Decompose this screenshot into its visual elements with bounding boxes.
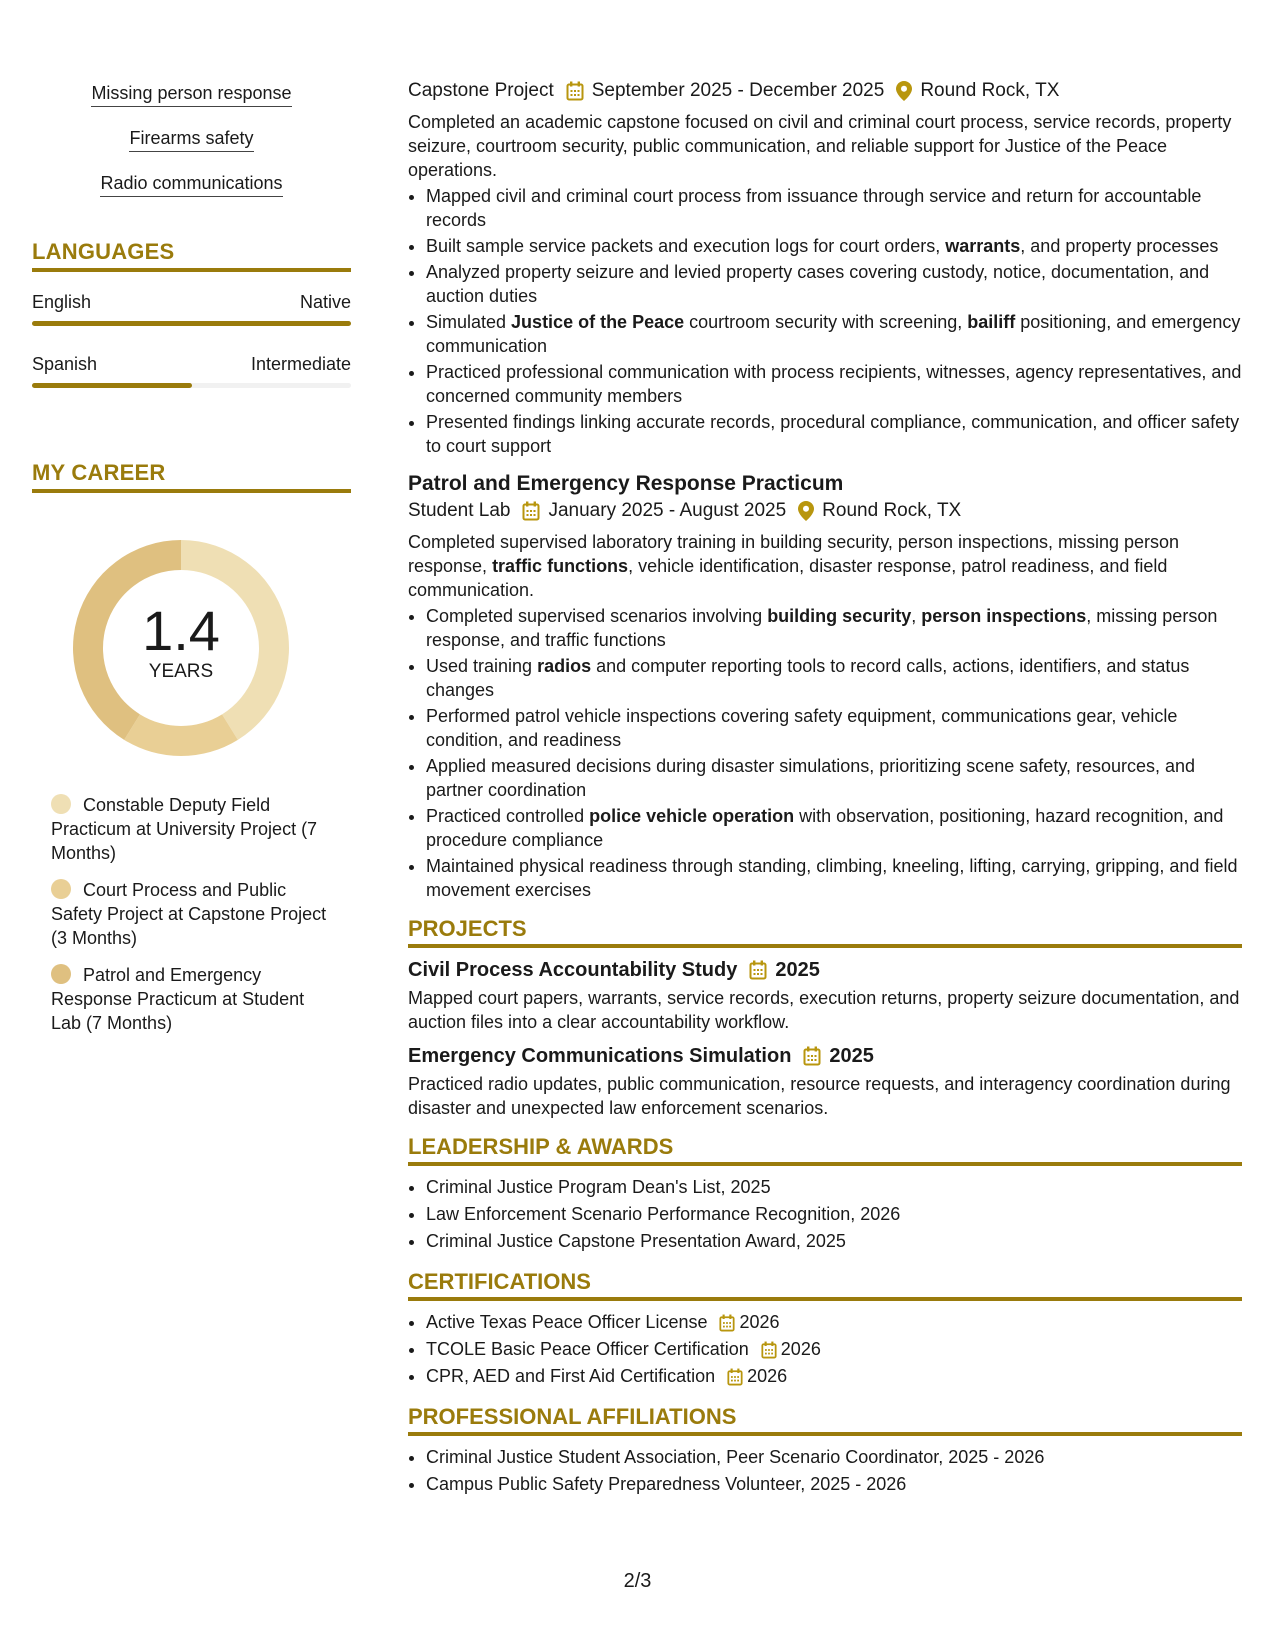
certification-year: 2026 bbox=[747, 1366, 788, 1386]
language-bar-fill bbox=[32, 321, 351, 326]
projects-heading: PROJECTS bbox=[408, 916, 1242, 948]
bullet-item: • Performed patrol vehicle inspections covering safety equipment, communications gear, vehicle condition, and readiness bbox=[426, 704, 1242, 752]
experience-meta bbox=[408, 78, 1242, 104]
experience-dates: September 2025 - December 2025 bbox=[591, 80, 885, 101]
experience-bullets bbox=[408, 604, 1242, 902]
legend-label: Court Process and Public Safety Project at Capstone Project (3 Months) bbox=[51, 880, 327, 948]
bullet-item: • Analyzed property seizure and levied property cases covering custody, notice, documentation, and auction duties bbox=[426, 260, 1242, 308]
award-item: • Criminal Justice Program Dean's List, 2025 bbox=[426, 1174, 1242, 1201]
bullet-item: • Maintained physical readiness through standing, climbing, kneeling, lifting, carrying, gripping, and field movement exercises bbox=[426, 854, 1242, 902]
career-donut bbox=[66, 533, 296, 763]
experience-title: Patrol and Emergency Response Practicum bbox=[408, 472, 844, 495]
experience-bullets bbox=[408, 184, 1242, 458]
skill-tag: Missing person response bbox=[91, 82, 291, 107]
skills-list bbox=[32, 82, 351, 197]
language-level: Native bbox=[299, 292, 351, 312]
skill-item bbox=[32, 127, 351, 152]
certification-name: • TCOLE Basic Peace Officer Certification bbox=[426, 1339, 749, 1359]
career-unit: YEARS bbox=[148, 661, 214, 682]
calendar-icon bbox=[803, 1046, 821, 1066]
awards-list bbox=[408, 1174, 1242, 1255]
career-heading: MY CAREER bbox=[32, 460, 351, 493]
experience-meta bbox=[408, 498, 1242, 524]
experience-patrol bbox=[408, 470, 1242, 902]
bullet-item: • Mapped civil and criminal court process from issuance through service and return for accountable records bbox=[426, 184, 1242, 232]
main-content bbox=[408, 78, 1242, 1498]
certification-name: • Active Texas Peace Officer License bbox=[426, 1312, 708, 1332]
bullet-item: • Simulated Justice of the Peace courtroom security with screening, bailiff positioning, and emergency communication bbox=[426, 310, 1242, 358]
calendar-icon bbox=[727, 1368, 743, 1386]
skill-tag: Radio communications bbox=[100, 172, 282, 197]
affiliations-heading: PROFESSIONAL AFFILIATIONS bbox=[408, 1404, 1242, 1436]
certification-item bbox=[426, 1336, 1242, 1363]
certification-item bbox=[426, 1309, 1242, 1336]
certification-year: 2026 bbox=[739, 1312, 780, 1332]
language-english bbox=[32, 292, 351, 326]
skill-item bbox=[32, 82, 351, 107]
language-name: Spanish bbox=[32, 354, 98, 374]
bullet-item: • Practiced professional communication with process recipients, witnesses, agency representatives, and concerned community members bbox=[426, 360, 1242, 408]
page-number: 2/3 bbox=[623, 1570, 652, 1592]
bullet-item: • Applied measured decisions during disaster simulations, prioritizing scene safety, resources, and partner coordination bbox=[426, 754, 1242, 802]
location-pin-icon bbox=[896, 81, 912, 101]
legend-dot bbox=[51, 879, 71, 899]
legend-dot bbox=[51, 794, 71, 814]
bullet-item: • Completed supervised scenarios involving building security, person inspections, missing person response, and traffic functions bbox=[426, 604, 1242, 652]
experience-dates: January 2025 - August 2025 bbox=[548, 500, 787, 521]
calendar-icon bbox=[566, 81, 584, 101]
language-bar-fill bbox=[32, 383, 192, 388]
experience-summary: Completed an academic capstone focused on civil and criminal court process, service records, property seizure, courtroom security, public communication, and reliable support for Justice of the Peace operations. bbox=[408, 112, 1232, 180]
career-total: 1.4 bbox=[142, 599, 220, 662]
skill-tag: Firearms safety bbox=[129, 127, 253, 152]
project-item bbox=[408, 1042, 1242, 1120]
sidebar bbox=[32, 82, 351, 1048]
languages-heading: LANGUAGES bbox=[32, 239, 351, 272]
experience-capstone bbox=[408, 78, 1242, 458]
calendar-icon bbox=[719, 1314, 735, 1332]
career-legend bbox=[51, 793, 331, 1035]
awards-heading: LEADERSHIP & AWARDS bbox=[408, 1134, 1242, 1166]
bullet-item: • Practiced controlled police vehicle operation with observation, positioning, hazard recognition, and procedure compliance bbox=[426, 804, 1242, 852]
experience-summary: Completed supervised laboratory training in building security, person inspections, missing person response, traffic functions, vehicle identification, disaster response, patrol readiness, and field communication. bbox=[408, 532, 1180, 600]
project-title: Emergency Communications Simulation bbox=[408, 1045, 792, 1067]
language-bar bbox=[32, 321, 351, 326]
certifications-list bbox=[408, 1309, 1242, 1390]
location-pin-icon bbox=[798, 501, 814, 521]
experience-org: Student Lab bbox=[408, 500, 511, 521]
skill-item bbox=[32, 172, 351, 197]
bullet-item: • Used training radios and computer reporting tools to record calls, actions, identifiers, and status changes bbox=[426, 654, 1242, 702]
calendar-icon bbox=[761, 1341, 777, 1359]
project-year: 2025 bbox=[829, 1045, 874, 1067]
career-legend-item bbox=[51, 963, 331, 1035]
career-legend-item bbox=[51, 793, 331, 865]
affiliations-list bbox=[408, 1444, 1242, 1498]
project-title: Civil Process Accountability Study bbox=[408, 959, 738, 981]
experience-location: Round Rock, TX bbox=[920, 80, 1060, 101]
legend-dot bbox=[51, 964, 71, 984]
language-spanish bbox=[32, 354, 351, 388]
calendar-icon bbox=[749, 960, 767, 980]
certification-year: 2026 bbox=[780, 1339, 821, 1359]
language-bar bbox=[32, 383, 351, 388]
affiliation-item: • Campus Public Safety Preparedness Volunteer, 2025 - 2026 bbox=[426, 1471, 1242, 1498]
bullet-item: • Presented findings linking accurate records, procedural compliance, communication, and officer safety to court support bbox=[426, 410, 1242, 458]
project-item bbox=[408, 956, 1242, 1034]
career-legend-item bbox=[51, 878, 331, 950]
project-year: 2025 bbox=[775, 959, 820, 981]
language-level: Intermediate bbox=[250, 354, 351, 374]
legend-label: Constable Deputy Field Practicum at University Project (7 Months) bbox=[51, 795, 318, 863]
project-description: Mapped court papers, warrants, service records, execution returns, property seizure documentation, and auction files into a clear accountability workflow. bbox=[408, 988, 1240, 1032]
certification-item bbox=[426, 1363, 1242, 1390]
experience-org: Capstone Project bbox=[408, 80, 554, 101]
bullet-item: • Built sample service packets and execution logs for court orders, warrants, and property processes bbox=[426, 234, 1242, 258]
calendar-icon bbox=[522, 501, 540, 521]
affiliation-item: • Criminal Justice Student Association, Peer Scenario Coordinator, 2025 - 2026 bbox=[426, 1444, 1242, 1471]
language-name: English bbox=[32, 292, 92, 312]
legend-label: Patrol and Emergency Response Practicum at Student Lab (7 Months) bbox=[51, 965, 305, 1033]
project-description: Practiced radio updates, public communication, resource requests, and interagency coordination during disaster and unexpected law enforcement scenarios. bbox=[408, 1074, 1231, 1118]
certifications-heading: CERTIFICATIONS bbox=[408, 1269, 1242, 1301]
experience-location: Round Rock, TX bbox=[822, 500, 962, 521]
award-item: • Law Enforcement Scenario Performance Recognition, 2026 bbox=[426, 1201, 1242, 1228]
award-item: • Criminal Justice Capstone Presentation Award, 2025 bbox=[426, 1228, 1242, 1255]
certification-name: • CPR, AED and First Aid Certification bbox=[426, 1366, 716, 1386]
